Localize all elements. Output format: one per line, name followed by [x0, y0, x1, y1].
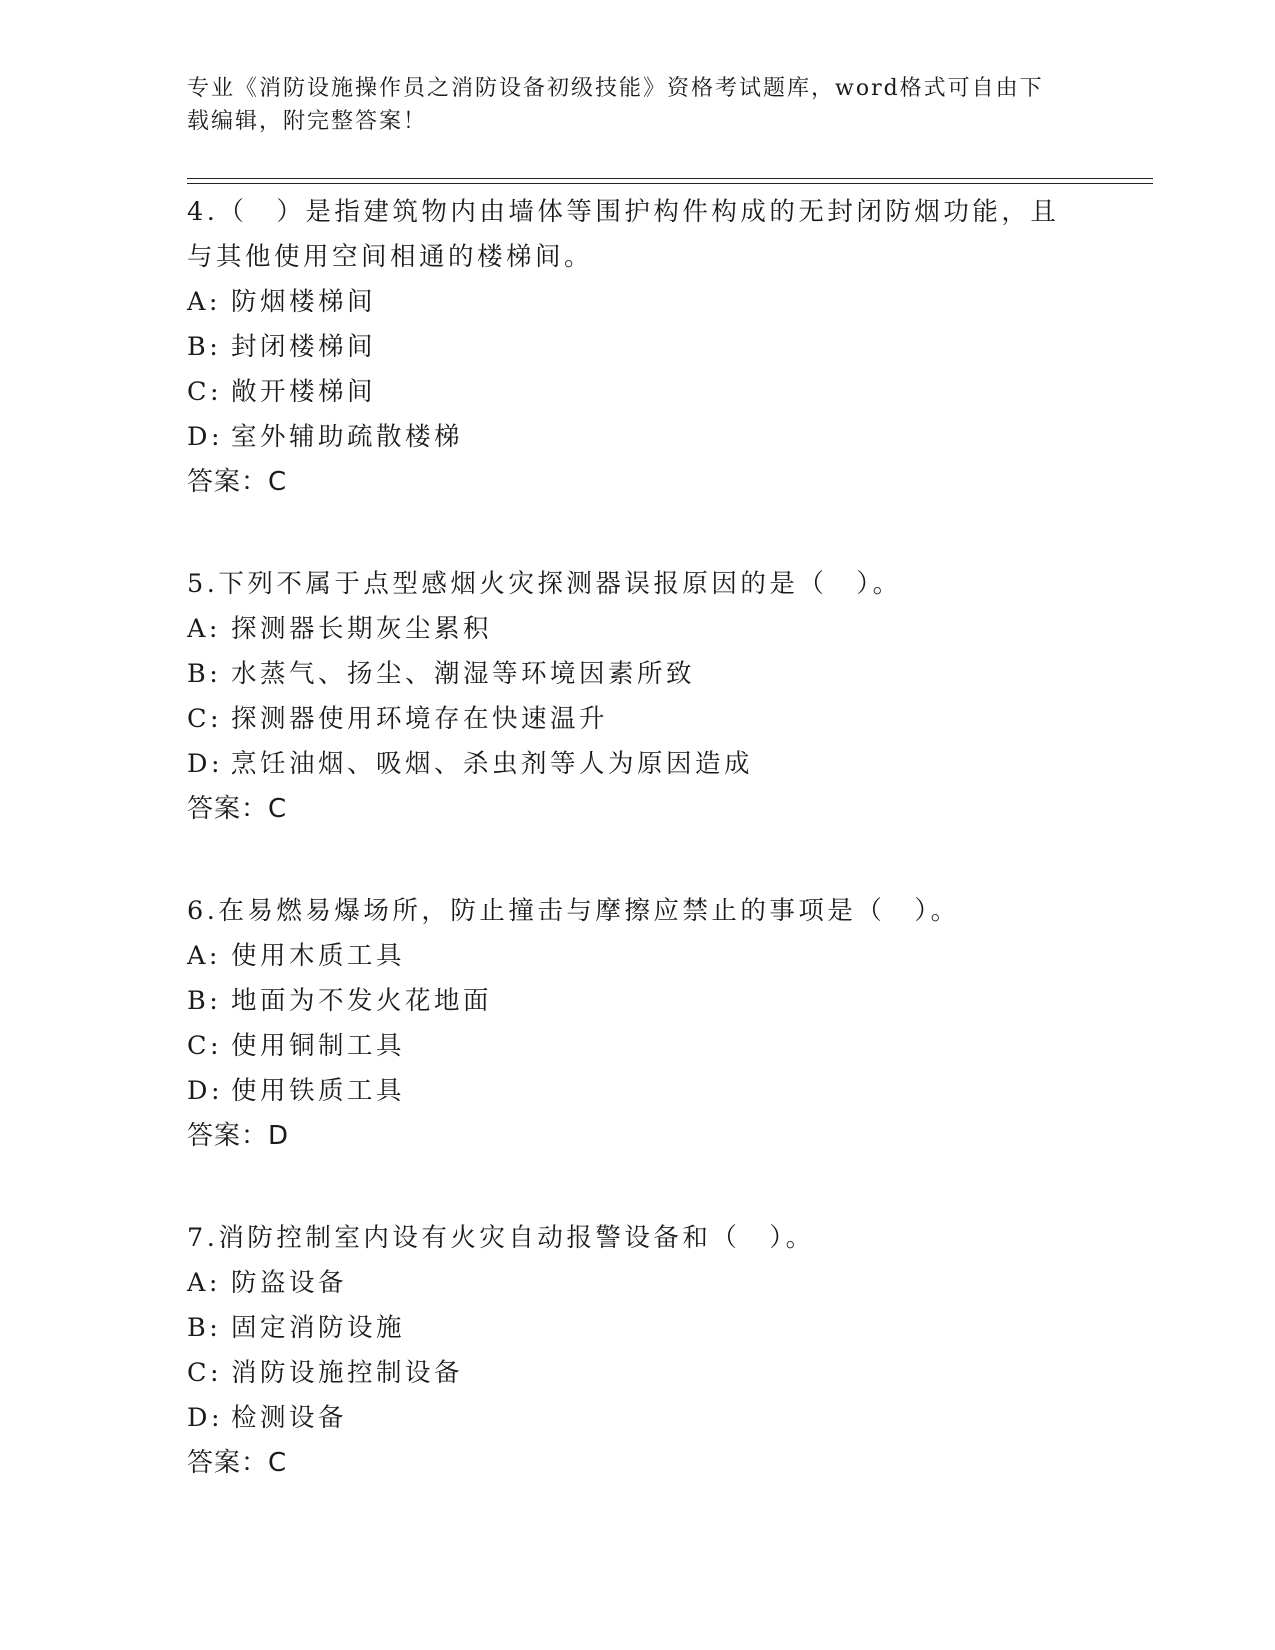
- option-text: 封闭楼梯间: [231, 332, 377, 362]
- option-letter: A:: [187, 287, 222, 317]
- option-text: 固定消防设施: [231, 1313, 406, 1343]
- option-letter: C:: [187, 1031, 223, 1061]
- option-letter: C:: [187, 704, 223, 734]
- option-letter: D:: [187, 749, 224, 779]
- option-d: [187, 742, 1067, 787]
- option-c: [187, 370, 1067, 415]
- option-letter: B:: [187, 986, 222, 1016]
- option-b: [187, 652, 1067, 697]
- question-6: [187, 889, 1067, 1159]
- option-b: [187, 325, 1067, 370]
- option-text: 使用铜制工具: [231, 1031, 406, 1061]
- option-b: [187, 979, 1067, 1024]
- option-text: 消防设施控制设备: [231, 1358, 464, 1388]
- option-letter: D:: [187, 1403, 224, 1433]
- question-text: [187, 562, 1067, 607]
- answer-line: 答案：C: [187, 1448, 288, 1478]
- question-4: [187, 190, 1067, 505]
- answer-line: 答案：C: [187, 794, 288, 824]
- question-5: [187, 562, 1067, 832]
- option-letter: A:: [187, 941, 222, 971]
- option-d: [187, 1396, 1067, 1441]
- option-a: [187, 1261, 1067, 1306]
- question-stem: 消防控制室内设有火灾自动报警设备和（ ）。: [218, 1223, 815, 1253]
- option-text: 探测器使用环境存在快速温升: [231, 704, 609, 734]
- option-text: 使用木质工具: [231, 941, 406, 971]
- question-number: 4.: [187, 197, 219, 227]
- option-text: 地面为不发火花地面: [231, 986, 493, 1016]
- option-a: [187, 934, 1067, 979]
- option-text: 敞开楼梯间: [231, 377, 377, 407]
- option-text: 防盗设备: [231, 1268, 348, 1298]
- option-d: [187, 415, 1067, 460]
- question-text: [187, 889, 1067, 934]
- option-letter: C:: [187, 1358, 223, 1388]
- option-letter: B:: [187, 659, 222, 689]
- header-divider-bottom: [187, 183, 1153, 184]
- option-c: [187, 1351, 1067, 1396]
- question-stem: 下列不属于点型感烟火灾探测器误报原因的是（ ）。: [218, 569, 902, 599]
- option-text: 烹饪油烟、吸烟、杀虫剂等人为原因造成: [231, 749, 754, 779]
- document-header: 专业《消防设施操作员之消防设备初级技能》资格考试题库，word格式可自由下载编辑，附完整答案！: [187, 76, 1044, 134]
- question-number: 7.: [187, 1223, 219, 1253]
- option-c: [187, 697, 1067, 742]
- option-c: [187, 1024, 1067, 1069]
- option-letter: D:: [187, 1076, 224, 1106]
- option-letter: B:: [187, 332, 222, 362]
- option-text: 使用铁质工具: [231, 1076, 406, 1106]
- question-text: [187, 190, 1067, 280]
- question-7: [187, 1216, 1067, 1486]
- option-b: [187, 1306, 1067, 1351]
- option-letter: A:: [187, 1268, 222, 1298]
- option-a: [187, 607, 1067, 652]
- option-text: 探测器长期灰尘累积: [231, 614, 493, 644]
- question-list: [187, 190, 1067, 1543]
- question-stem: 在易燃易爆场所，防止撞击与摩擦应禁止的事项是（ ）。: [218, 896, 960, 926]
- answer-line: 答案：C: [187, 467, 288, 497]
- option-letter: A:: [187, 614, 222, 644]
- question-number: 6.: [187, 896, 219, 926]
- option-text: 防烟楼梯间: [231, 287, 377, 317]
- option-letter: D:: [187, 422, 224, 452]
- option-text: 室外辅助疏散楼梯: [231, 422, 464, 452]
- question-number: 5.: [187, 569, 219, 599]
- option-d: [187, 1069, 1067, 1114]
- option-text: 水蒸气、扬尘、潮湿等环境因素所致: [231, 659, 696, 689]
- answer-line: 答案：D: [187, 1121, 290, 1151]
- option-a: [187, 280, 1067, 325]
- option-letter: B:: [187, 1313, 222, 1343]
- option-text: 检测设备: [231, 1403, 348, 1433]
- header-divider-top: [187, 178, 1153, 179]
- option-letter: C:: [187, 377, 223, 407]
- question-text: [187, 1216, 1067, 1261]
- question-stem: （ ）是指建筑物内由墙体等围护构件构成的无封闭防烟功能，且与其他使用空间相通的楼梯间。: [187, 197, 1060, 272]
